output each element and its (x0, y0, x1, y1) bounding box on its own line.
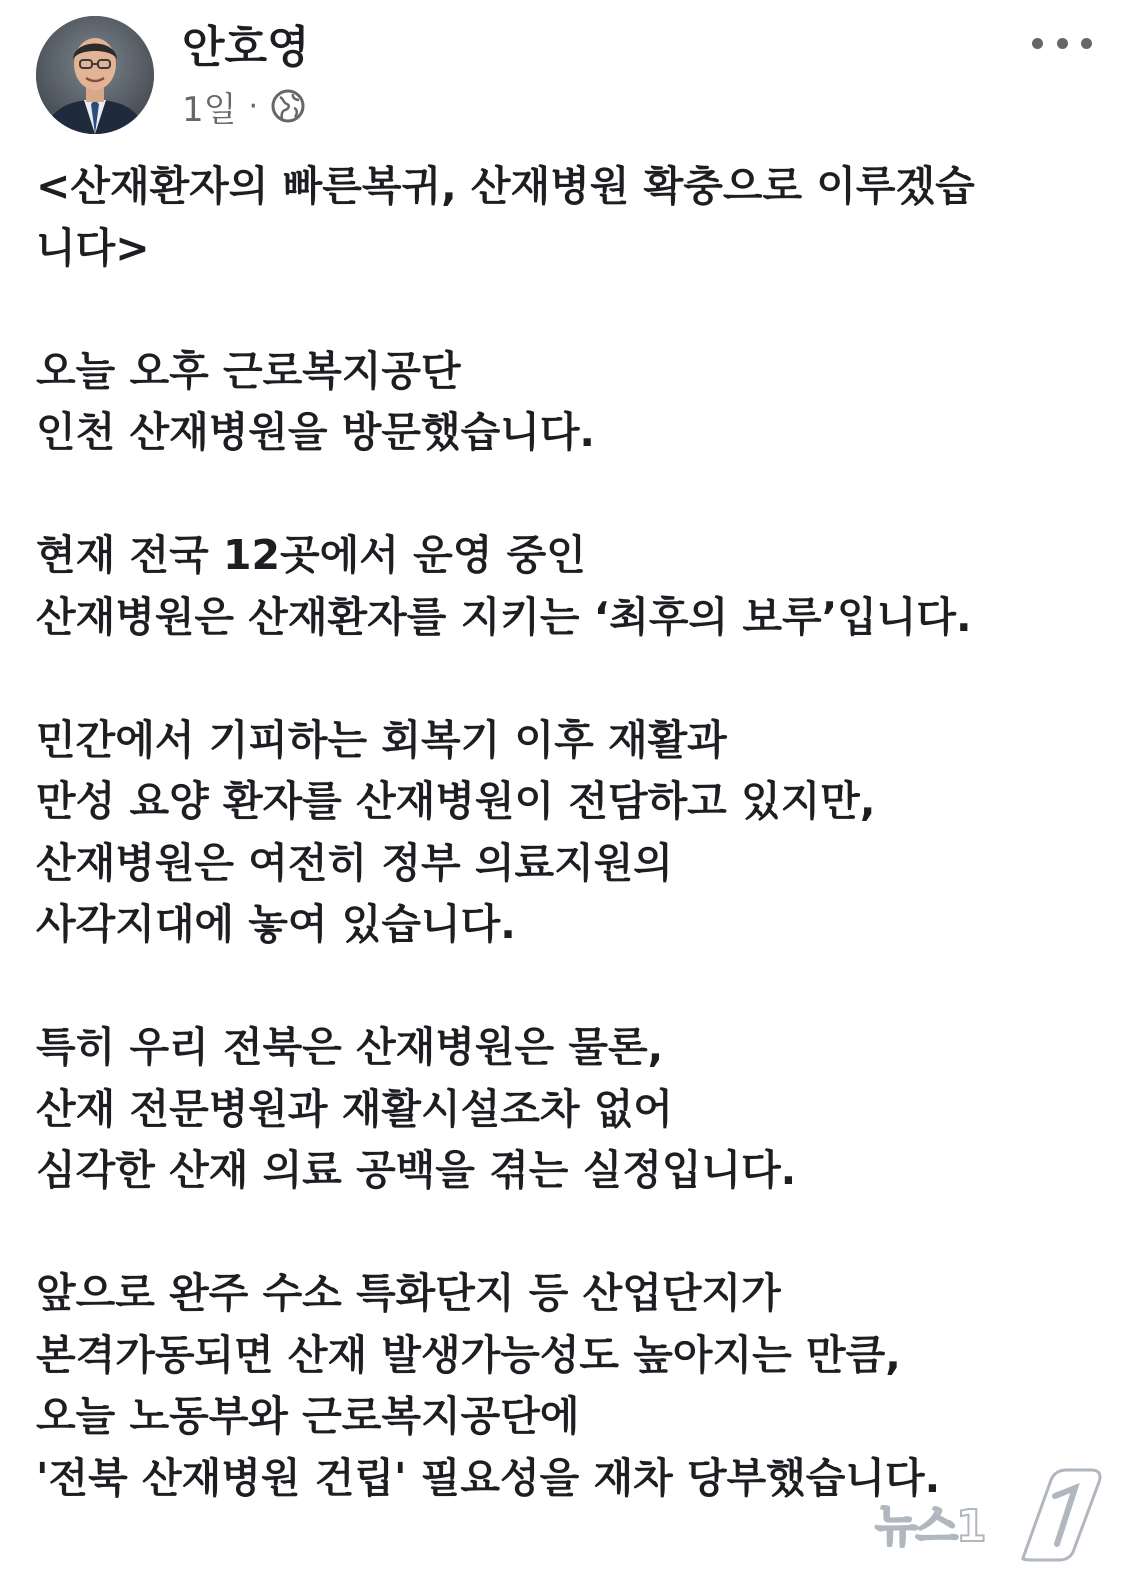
post-meta (182, 84, 306, 128)
post-title: <산재환자의 빠른복귀, 산재병원 확충으로 이루겠습 니다> (36, 162, 975, 272)
post-paragraph: 특히 우리 전북은 산재병원은 물론, 산재 전문병원과 재활시설조차 없어 심각한 산재 의료 공백을 겪는 실정입니다. (36, 1023, 797, 1194)
post-paragraph: 현재 전국 12곳에서 운영 중인 산재병원은 산재환자를 지키는 ‘최후의 보루’입니다. (36, 531, 972, 641)
post-body (36, 156, 1066, 1509)
post-paragraph: 앞으로 완주 수소 특화단지 등 산업단지가 본격가동되면 산재 발생가능성도 높아지는 만큼, 오늘 노동부와 근로복지공단에 '전북 산재병원 건립' 필요성을 재차 당부했습니다. (36, 1269, 941, 1502)
news1-watermark (875, 1466, 1105, 1562)
watermark-text: 뉴스1 (875, 1501, 985, 1552)
author-name[interactable]: 안호영 (182, 22, 310, 73)
more-options-button[interactable] (1032, 28, 1092, 58)
post-paragraph: 민간에서 기피하는 회복기 이후 재활과 만성 요양 환자를 산재병원이 전담하고 있지만, 산재병원은 여전히 정부 의료지원의 사각지대에 놓여 있습니다. (36, 715, 876, 948)
more-horizontal-icon (1032, 38, 1043, 49)
meta-separator: · (248, 88, 259, 124)
author-avatar[interactable] (36, 16, 154, 134)
post-paragraph: 오늘 오후 근로복지공단 인천 산재병원을 방문했습니다. (36, 346, 595, 456)
post-header (36, 14, 1096, 136)
globe-icon[interactable] (270, 88, 306, 124)
avatar-photo (36, 16, 154, 134)
post-age[interactable]: 1일 (182, 89, 237, 130)
